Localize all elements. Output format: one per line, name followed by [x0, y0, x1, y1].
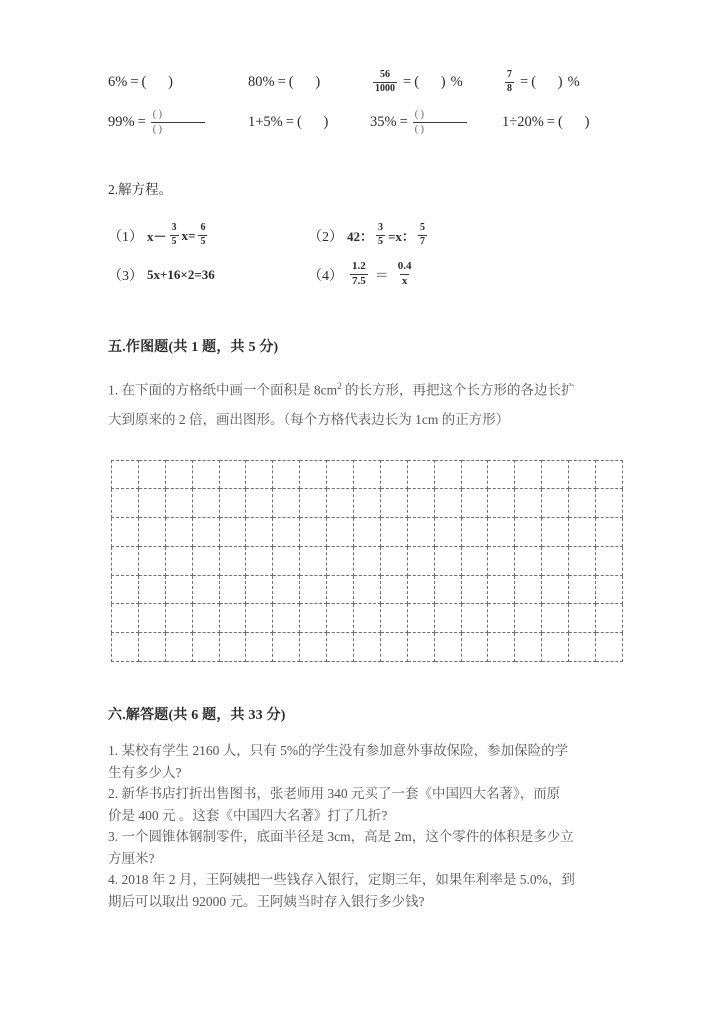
grid-cell[interactable] — [300, 546, 327, 575]
grid-cell[interactable] — [569, 575, 596, 604]
grid-cell[interactable] — [165, 460, 192, 489]
answer-blank[interactable]: ( ) — [288, 73, 321, 90]
grid-row — [112, 518, 623, 547]
grid-cell[interactable] — [246, 460, 273, 489]
equals-sign: = — [403, 73, 412, 90]
grid-cell[interactable] — [407, 575, 434, 604]
grid-cell[interactable] — [407, 546, 434, 575]
grid-cell[interactable] — [542, 575, 569, 604]
grid-cell[interactable] — [246, 546, 273, 575]
grid-cell[interactable] — [434, 518, 461, 547]
grid-row — [112, 604, 623, 633]
grid-cell[interactable] — [219, 546, 246, 575]
grid-cell[interactable] — [488, 604, 515, 633]
grid-cell[interactable] — [246, 518, 273, 547]
answer-blank[interactable]: ( ) — [141, 73, 173, 90]
fill-item-99pct — [108, 109, 248, 135]
fraction-5-7 — [418, 223, 427, 248]
grid-cell[interactable] — [461, 460, 488, 489]
grid-cell[interactable] — [569, 460, 596, 489]
grid-cell[interactable] — [407, 518, 434, 547]
fill-item-35pct — [370, 109, 502, 135]
grid-cell[interactable] — [112, 460, 139, 489]
grid-cell[interactable] — [246, 604, 273, 633]
answer-blank[interactable]: ( ) — [531, 73, 563, 90]
grid-cell[interactable] — [515, 460, 542, 489]
grid-cell[interactable] — [569, 546, 596, 575]
answer-question-line: 2. 新华书店打折出售图书，张老师用 340 元买了一套《中国四大名著》，而原 — [108, 786, 561, 802]
answer-question-line: 1. 某校有学生 2160 人，只有 5%的学生没有参加意外事故保险，参加保险的学 — [108, 743, 569, 759]
fill-item-1div20pct — [502, 114, 620, 131]
grid-table[interactable] — [111, 460, 623, 663]
expr-left: 1÷20% — [502, 113, 544, 130]
grid-body — [112, 460, 623, 662]
equals-sign: = — [546, 113, 555, 130]
grid-cell[interactable] — [596, 546, 623, 575]
grid-cell[interactable] — [192, 575, 219, 604]
fraction-denominator: 8 — [507, 82, 512, 94]
fraction-denominator: 7.5 — [352, 275, 366, 287]
equation-1 — [108, 223, 308, 248]
fraction-blank[interactable] — [151, 109, 205, 135]
graph-paper[interactable] — [111, 460, 623, 663]
grid-row — [112, 575, 623, 604]
fraction-denominator-blank[interactable]: ( ) — [413, 122, 467, 136]
answer-question-line: 期后可以取出 92000 元。王阿姨当时存入银行多少钱? — [108, 893, 425, 909]
grid-cell[interactable] — [380, 546, 407, 575]
grid-cell[interactable] — [515, 575, 542, 604]
fraction-0p4-x — [396, 261, 414, 288]
drawing-question-line-2: 大到原来的 2 倍，画出图形。（每个方格代表边长为 1cm 的正方形） — [108, 411, 510, 427]
equals-sign: = — [137, 113, 146, 130]
fraction-numerator-blank[interactable]: ( ) — [152, 109, 162, 120]
fraction-denominator: 5 — [171, 236, 177, 247]
grid-cell[interactable] — [380, 489, 407, 518]
grid-cell[interactable] — [515, 546, 542, 575]
grid-cell[interactable] — [488, 546, 515, 575]
grid-cell[interactable] — [300, 575, 327, 604]
grid-cell[interactable] — [112, 633, 139, 662]
grid-cell[interactable] — [380, 604, 407, 633]
expr-left: 1+5% — [248, 113, 283, 130]
answer-blank[interactable]: ( ) — [296, 113, 329, 130]
answer-question-line: 3. 一个圆锥体钢制零件，底面半径是 3cm，高是 2m，这个零件的体积是多少立 — [108, 829, 574, 845]
grid-cell[interactable] — [515, 489, 542, 518]
grid-cell[interactable] — [165, 604, 192, 633]
fraction-numerator: 3 — [378, 222, 384, 234]
grid-cell[interactable] — [138, 460, 165, 489]
expr-left: 6% — [108, 73, 128, 90]
grid-cell[interactable] — [434, 604, 461, 633]
grid-cell[interactable] — [434, 633, 461, 662]
grid-cell[interactable] — [542, 460, 569, 489]
grid-cell[interactable] — [112, 575, 139, 604]
grid-cell[interactable] — [112, 604, 139, 633]
equals-sign: = — [277, 73, 286, 90]
grid-cell[interactable] — [138, 518, 165, 547]
grid-cell[interactable] — [407, 489, 434, 518]
grid-cell[interactable] — [407, 460, 434, 489]
grid-cell[interactable] — [138, 489, 165, 518]
grid-row — [112, 633, 623, 662]
grid-cell[interactable] — [165, 518, 192, 547]
solve-equations-heading: 2.解方程。 — [108, 182, 173, 197]
page-content — [108, 62, 620, 912]
grid-cell[interactable] — [273, 575, 300, 604]
grid-cell[interactable] — [300, 518, 327, 547]
grid-cell[interactable] — [273, 489, 300, 518]
equation-label: （2） — [308, 229, 343, 245]
fill-item-1plus5pct — [248, 114, 370, 131]
grid-cell[interactable] — [354, 546, 381, 575]
drawing-question-line-1 — [108, 372, 620, 405]
grid-cell[interactable] — [300, 604, 327, 633]
grid-cell[interactable] — [407, 633, 434, 662]
grid-cell[interactable] — [327, 518, 354, 547]
grid-cell[interactable] — [300, 460, 327, 489]
answer-question-line: 4. 2018 年 2 月，王阿姨把一些钱存入银行，定期三年，如果年利率是 5.0%，到 — [108, 872, 575, 888]
expr-left: 99% — [108, 113, 135, 130]
answer-question-line: 价是 400 元 。这套《中国四大名著》打了几折? — [108, 807, 388, 823]
grid-cell[interactable] — [219, 604, 246, 633]
fraction-6-5 — [198, 223, 207, 248]
equals-sign: = — [399, 113, 408, 130]
grid-cell[interactable] — [327, 633, 354, 662]
grid-cell[interactable] — [542, 518, 569, 547]
grid-cell[interactable] — [354, 489, 381, 518]
fraction-denominator: 5 — [200, 236, 206, 247]
grid-cell[interactable] — [219, 575, 246, 604]
grid-cell[interactable] — [488, 460, 515, 489]
fraction-numerator-blank[interactable]: ( ) — [414, 109, 424, 120]
grid-cell[interactable] — [327, 489, 354, 518]
fraction-numerator: 7 — [507, 68, 512, 80]
grid-cell[interactable] — [380, 633, 407, 662]
grid-cell[interactable] — [192, 633, 219, 662]
equals-sign: ＝ — [374, 268, 389, 284]
grid-cell[interactable] — [165, 575, 192, 604]
fraction-7-8 — [505, 70, 514, 95]
fraction-3-5 — [170, 223, 179, 248]
grid-cell[interactable] — [569, 489, 596, 518]
percent-sign: % — [450, 73, 463, 90]
equation-row-2 — [108, 255, 620, 294]
grid-cell[interactable] — [461, 633, 488, 662]
grid-cell[interactable] — [192, 489, 219, 518]
grid-cell[interactable] — [434, 460, 461, 489]
grid-cell[interactable] — [434, 546, 461, 575]
grid-cell[interactable] — [515, 633, 542, 662]
grid-cell[interactable] — [596, 460, 623, 489]
fraction-3-5 — [376, 223, 385, 248]
grid-cell[interactable] — [246, 489, 273, 518]
grid-cell[interactable] — [596, 575, 623, 604]
grid-cell[interactable] — [273, 604, 300, 633]
percent-sign: % — [567, 73, 580, 90]
grid-cell[interactable] — [112, 546, 139, 575]
grid-cell[interactable] — [219, 518, 246, 547]
grid-cell[interactable] — [380, 575, 407, 604]
fraction-56-1000 — [373, 70, 397, 95]
grid-cell[interactable] — [488, 633, 515, 662]
answer-question-line: 方厘米? — [108, 850, 155, 866]
grid-cell[interactable] — [380, 460, 407, 489]
fraction-numerator: 56 — [380, 68, 390, 80]
grid-cell[interactable] — [219, 489, 246, 518]
question-text-part-b: 的长方形，再把这个长方形的各边长扩 — [341, 382, 575, 398]
grid-cell[interactable] — [138, 633, 165, 662]
grid-cell[interactable] — [165, 633, 192, 662]
grid-cell[interactable] — [192, 518, 219, 547]
grid-cell[interactable] — [112, 489, 139, 518]
equals-sign: = — [130, 73, 139, 90]
equation-label: （1） — [108, 229, 143, 245]
grid-cell[interactable] — [434, 489, 461, 518]
grid-cell[interactable] — [542, 489, 569, 518]
grid-cell[interactable] — [219, 460, 246, 489]
fill-item-80pct — [248, 74, 370, 91]
fill-item-6pct — [108, 74, 248, 91]
grid-cell[interactable] — [138, 604, 165, 633]
grid-cell[interactable] — [354, 633, 381, 662]
equation-row-1 — [108, 216, 620, 255]
solve-equations-block — [108, 216, 620, 294]
fraction-numerator: 3 — [171, 222, 177, 234]
grid-cell[interactable] — [461, 518, 488, 547]
grid-cell[interactable] — [112, 518, 139, 547]
fraction-denominator: 1000 — [375, 82, 395, 94]
equation-part: x－ — [147, 229, 167, 244]
grid-cell[interactable] — [138, 546, 165, 575]
grid-cell[interactable] — [488, 518, 515, 547]
grid-cell[interactable] — [569, 604, 596, 633]
grid-cell[interactable] — [273, 546, 300, 575]
answer-question-line: 生有多少人? — [108, 764, 182, 780]
expr-left: 35% — [370, 113, 397, 130]
drawing-section-heading: 五.作图题(共 1 题，共 5 分) — [108, 340, 279, 355]
fraction-numerator: 1.2 — [352, 260, 366, 273]
grid-cell[interactable] — [542, 604, 569, 633]
grid-cell[interactable] — [273, 633, 300, 662]
question-text-part-a: 1. 在下面的方格纸中画一个面积是 8cm — [108, 382, 338, 398]
equation-label: （3） — [108, 268, 143, 284]
fraction-denominator: x — [401, 275, 408, 287]
grid-cell[interactable] — [434, 575, 461, 604]
grid-cell[interactable] — [192, 604, 219, 633]
grid-cell[interactable] — [354, 604, 381, 633]
fraction-denominator: 5 — [378, 236, 384, 247]
fill-in-row-1 — [108, 62, 620, 102]
grid-cell[interactable] — [461, 575, 488, 604]
grid-cell[interactable] — [542, 546, 569, 575]
grid-cell[interactable] — [273, 460, 300, 489]
grid-cell[interactable] — [515, 518, 542, 547]
grid-cell[interactable] — [569, 518, 596, 547]
equation-part: 5x+16×2=36 — [147, 266, 215, 282]
grid-cell[interactable] — [192, 546, 219, 575]
equation-4 — [308, 261, 417, 288]
equals-sign: = — [285, 113, 294, 130]
answer-questions-list — [108, 740, 620, 912]
fill-in-block — [108, 62, 620, 142]
grid-cell[interactable] — [300, 489, 327, 518]
equals-sign: = — [520, 73, 529, 90]
fill-in-row-2 — [108, 102, 620, 142]
grid-cell[interactable] — [596, 604, 623, 633]
grid-cell[interactable] — [354, 518, 381, 547]
fraction-denominator-blank[interactable]: ( ) — [151, 122, 205, 136]
grid-cell[interactable] — [596, 633, 623, 662]
grid-cell[interactable] — [273, 518, 300, 547]
grid-cell[interactable] — [407, 604, 434, 633]
equation-3 — [108, 265, 308, 285]
fill-item-56-1000 — [370, 70, 502, 95]
fraction-blank[interactable] — [413, 109, 467, 135]
equation-part: 42： — [347, 229, 374, 244]
answer-blank[interactable]: ( ) — [557, 113, 590, 130]
grid-cell[interactable] — [327, 604, 354, 633]
answer-section-heading: 六.解答题(共 6 题，共 33 分) — [108, 708, 286, 724]
fraction-numerator: 5 — [419, 222, 425, 234]
grid-cell[interactable] — [327, 546, 354, 575]
fraction-numerator: 6 — [200, 222, 206, 234]
grid-cell[interactable] — [165, 546, 192, 575]
grid-cell[interactable] — [354, 460, 381, 489]
grid-cell[interactable] — [596, 489, 623, 518]
grid-row — [112, 546, 623, 575]
equation-2 — [308, 223, 430, 248]
equation-label: （4） — [308, 268, 343, 284]
equation-part: =x： — [388, 229, 415, 244]
grid-cell[interactable] — [192, 460, 219, 489]
expr-left: 80% — [248, 73, 275, 90]
grid-cell[interactable] — [515, 604, 542, 633]
fraction-1p2-7p5 — [350, 261, 368, 288]
grid-cell[interactable] — [138, 575, 165, 604]
grid-cell[interactable] — [488, 575, 515, 604]
grid-cell[interactable] — [246, 575, 273, 604]
grid-cell[interactable] — [165, 489, 192, 518]
grid-cell[interactable] — [246, 633, 273, 662]
grid-cell[interactable] — [488, 489, 515, 518]
grid-cell[interactable] — [461, 489, 488, 518]
grid-cell[interactable] — [300, 633, 327, 662]
grid-cell[interactable] — [461, 546, 488, 575]
fill-item-7-8 — [502, 70, 620, 95]
grid-cell[interactable] — [542, 633, 569, 662]
grid-cell[interactable] — [354, 575, 381, 604]
grid-cell[interactable] — [461, 604, 488, 633]
grid-cell[interactable] — [327, 460, 354, 489]
grid-row — [112, 489, 623, 518]
grid-row — [112, 460, 623, 489]
answer-blank[interactable]: ( ) — [414, 73, 446, 90]
grid-cell[interactable] — [219, 633, 246, 662]
grid-cell[interactable] — [327, 575, 354, 604]
superscript-two: 2 — [337, 381, 342, 391]
fraction-denominator: 7 — [419, 236, 425, 247]
grid-cell[interactable] — [380, 518, 407, 547]
fraction-numerator: 0.4 — [397, 260, 412, 273]
grid-cell[interactable] — [596, 518, 623, 547]
grid-cell[interactable] — [569, 633, 596, 662]
equation-part: x= — [181, 227, 196, 243]
